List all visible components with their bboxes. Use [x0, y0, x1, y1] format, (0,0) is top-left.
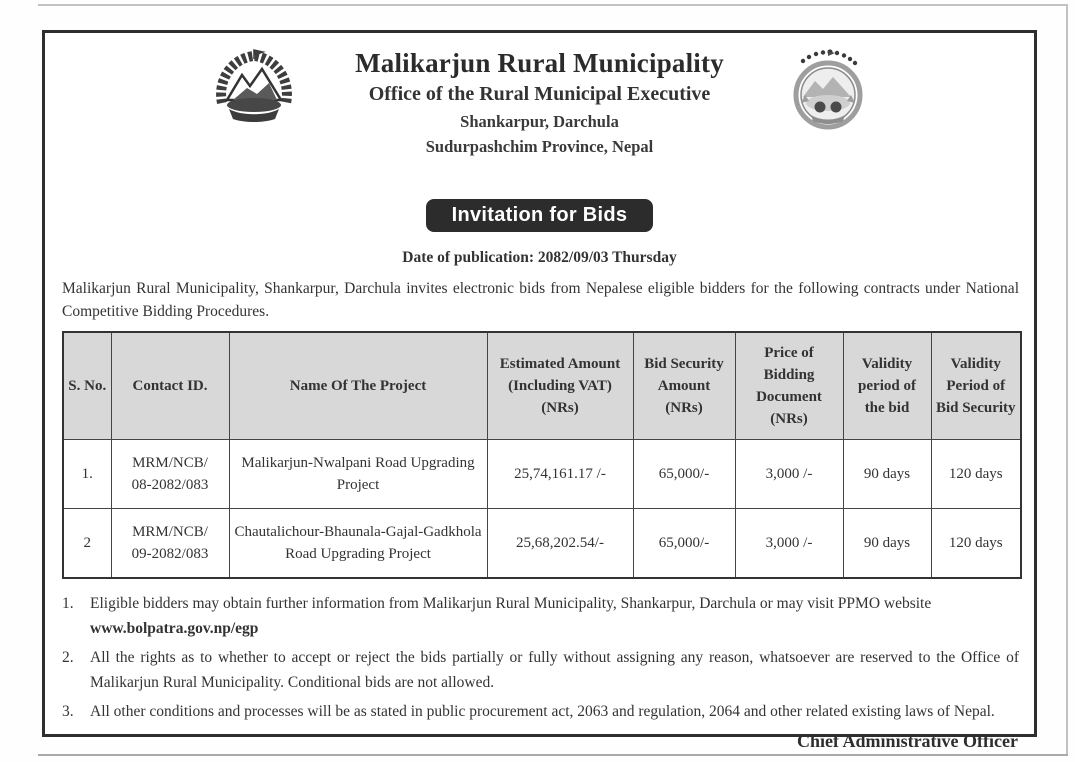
- table-header-row: [63, 332, 1021, 440]
- municipality-seal-icon: [789, 45, 867, 138]
- col-header-bid-security: Bid Security Amount (NRs): [633, 332, 735, 440]
- notice-header: [45, 33, 1034, 199]
- note-number: 2.: [62, 649, 74, 666]
- cell-bid-security: 65,000/-: [633, 440, 735, 509]
- cell-security-validity: 120 days: [931, 440, 1021, 509]
- cell-contact-id: [111, 509, 229, 579]
- publication-date: Date of publication: 2082/09/03 Thursday: [402, 249, 677, 266]
- contact-id-line2: 08-2082/083: [131, 477, 209, 493]
- signature-title: Chief Administrative Officer: [797, 731, 1018, 751]
- cell-document-price: 3,000 /-: [735, 440, 843, 509]
- office-name: Office of the Rural Municipal Executive: [368, 83, 711, 105]
- cell-contact-id: [111, 440, 229, 509]
- contact-id-line1: MRM/NCB/: [132, 455, 208, 471]
- note-number: 1.: [62, 595, 74, 612]
- cell-estimated-amount: 25,74,161.17 /-: [487, 440, 633, 509]
- col-header-document-price: Price of Bidding Document (NRs): [735, 332, 843, 440]
- cell-sn: 1.: [63, 440, 111, 509]
- ppmo-website-url: www.bolpatra.gov.np/egp: [90, 620, 259, 637]
- contact-id-line1: MRM/NCB/: [132, 524, 208, 540]
- note-text: All other conditions and processes will be as stated in public procurement act, 2063 and regulation, 2064 and other related existing laws of Nepal.: [90, 703, 995, 720]
- col-header-estimated-amount: Estimated Amount (Including VAT) (NRs): [487, 332, 633, 440]
- bids-table: [62, 331, 1022, 579]
- invitation-for-bids-banner: Invitation for Bids: [426, 199, 654, 232]
- address-line-2: Sudurpashchim Province, Nepal: [425, 137, 654, 156]
- scan-edge-right: [1066, 4, 1068, 756]
- note-item-3: [62, 699, 1019, 724]
- address-line-1: Shankarpur, Darchula: [460, 112, 619, 131]
- note-item-2: [62, 645, 1019, 695]
- cell-sn: 2: [63, 509, 111, 579]
- note-text: All the rights as to whether to accept or reject the bids partially or fully without assigning any reason, whatsoever are reserved to the Office of Malikarjun Rural Municipality. Conditional bids are not allowed.: [90, 649, 1019, 691]
- cell-project-name: Malikarjun-Nwalpani Road Upgrading Project: [229, 440, 487, 509]
- table-row: [63, 509, 1021, 579]
- notes-list: [62, 591, 1019, 724]
- cell-project-name: Chautalichour-Bhaunala-Gajal-Gadkhola Road Upgrading Project: [229, 509, 487, 579]
- municipality-name: Malikarjun Rural Municipality: [355, 48, 724, 78]
- cell-security-validity: 120 days: [931, 509, 1021, 579]
- notice-border-box: [42, 30, 1037, 751]
- note-number: 3.: [62, 703, 74, 720]
- col-header-sn: S. No.: [63, 332, 111, 440]
- col-header-bid-validity: Validity period of the bid: [843, 332, 931, 440]
- cell-document-price: 3,000 /-: [735, 509, 843, 579]
- banner-row: [45, 199, 1034, 235]
- note-text: Eligible bidders may obtain further information from Malikarjun Rural Municipality, Shankarpur, Darchula or may visit PPMO website: [90, 595, 932, 612]
- cell-estimated-amount: 25,68,202.54/-: [487, 509, 633, 579]
- cell-bid-security: 65,000/-: [633, 509, 735, 579]
- intro-paragraph: Malikarjun Rural Municipality, Shankarpur, Darchula invites electronic bids from Nepalese eligible bidders for the following contracts under National Competitive Bidding Procedures.: [62, 280, 1019, 320]
- cell-bid-validity: 90 days: [843, 509, 931, 579]
- table-row: [63, 440, 1021, 509]
- nepal-emblem-icon: [213, 49, 295, 128]
- scan-edge-top: [38, 4, 1068, 6]
- col-header-security-validity: Validity Period of Bid Security: [931, 332, 1021, 440]
- contact-id-line2: 09-2082/083: [131, 546, 209, 562]
- note-item-1: [62, 591, 1019, 641]
- scan-edge-bottom: [38, 754, 1068, 756]
- cell-bid-validity: 90 days: [843, 440, 931, 509]
- col-header-project-name: Name Of The Project: [229, 332, 487, 440]
- col-header-contact-id: Contact ID.: [111, 332, 229, 440]
